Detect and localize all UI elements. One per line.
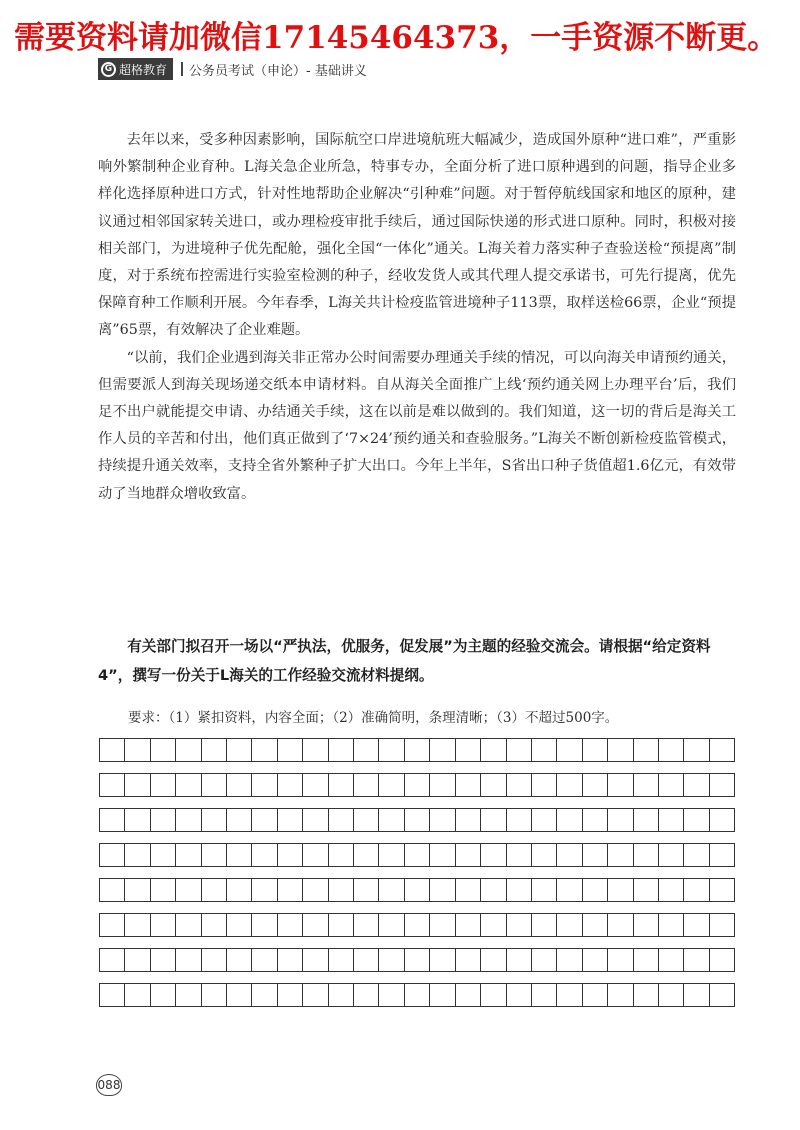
grid-cell[interactable] xyxy=(125,914,150,936)
grid-cell[interactable] xyxy=(379,949,404,971)
grid-cell[interactable] xyxy=(659,984,684,1006)
grid-cell[interactable] xyxy=(456,984,481,1006)
grid-cell[interactable] xyxy=(557,774,582,796)
grid-cell[interactable] xyxy=(227,914,252,936)
grid-row[interactable] xyxy=(99,843,735,867)
grid-cell[interactable] xyxy=(329,984,354,1006)
grid-cell[interactable] xyxy=(100,844,125,866)
logo-text: 超格教育 xyxy=(119,62,168,77)
task-question xyxy=(98,632,738,690)
grid-cell[interactable] xyxy=(481,739,506,761)
grid-cell[interactable] xyxy=(608,879,633,901)
grid-cell[interactable] xyxy=(481,774,506,796)
grid-row[interactable] xyxy=(99,983,735,1007)
grid-cell[interactable] xyxy=(176,844,201,866)
grid-cell[interactable] xyxy=(481,844,506,866)
grid-cell[interactable] xyxy=(202,739,227,761)
grid-cell[interactable] xyxy=(379,984,404,1006)
grid-cell[interactable] xyxy=(252,844,277,866)
grid-cell[interactable] xyxy=(202,844,227,866)
grid-cell[interactable] xyxy=(684,739,709,761)
grid-cell[interactable] xyxy=(710,914,734,936)
grid-cell[interactable] xyxy=(634,739,659,761)
grid-cell[interactable] xyxy=(354,914,379,936)
grid-cell[interactable] xyxy=(710,879,734,901)
grid-cell[interactable] xyxy=(252,984,277,1006)
grid-cell[interactable] xyxy=(634,984,659,1006)
grid-cell[interactable] xyxy=(659,949,684,971)
grid-cell[interactable] xyxy=(532,739,557,761)
grid-cell[interactable] xyxy=(202,949,227,971)
grid-cell[interactable] xyxy=(507,949,532,971)
grid-cell[interactable] xyxy=(227,949,252,971)
grid-cell[interactable] xyxy=(354,739,379,761)
grid-cell[interactable] xyxy=(532,809,557,831)
grid-cell[interactable] xyxy=(430,774,455,796)
grid-cell[interactable] xyxy=(329,949,354,971)
grid-cell[interactable] xyxy=(252,949,277,971)
material-paragraph-2: “以前，我们企业遇到海关非正常办公时间需要办理通关手续的情况，可以向海关申请预约通关，但需要派人到海关现场递交纸本申请材料。自从海关全面推广上线‘预约通关网上办理平台’后，我们足不出户就能提交申请、办结通关手续，这在以前是难以做到的。我们知道，这一切的背后是海关工作人员的辛苦和付出，他们真正做到了‘7×24’预约通关和查验服务。”L海关不断创新检疫监管模式，持续提升通关效率，支持全省外繁种子扩大出口。今年上半年，S省出口种子货值超1.6亿元，有效带动了当地群众增收致富。 xyxy=(98,349,736,502)
grid-cell[interactable] xyxy=(303,914,328,936)
grid-cell[interactable] xyxy=(278,809,303,831)
grid-cell[interactable] xyxy=(456,809,481,831)
grid-cell[interactable] xyxy=(507,914,532,936)
grid-cell[interactable] xyxy=(303,844,328,866)
grid-cell[interactable] xyxy=(125,809,150,831)
answer-grid[interactable] xyxy=(99,738,735,1018)
grid-row[interactable] xyxy=(99,913,735,937)
grid-cell[interactable] xyxy=(684,914,709,936)
grid-cell[interactable] xyxy=(634,914,659,936)
grid-cell[interactable] xyxy=(583,774,608,796)
grid-cell[interactable] xyxy=(405,949,430,971)
grid-cell[interactable] xyxy=(100,984,125,1006)
grid-cell[interactable] xyxy=(507,984,532,1006)
grid-cell[interactable] xyxy=(430,739,455,761)
grid-cell[interactable] xyxy=(634,879,659,901)
grid-cell[interactable] xyxy=(710,949,734,971)
page-header xyxy=(98,58,367,80)
grid-cell[interactable] xyxy=(710,984,734,1006)
grid-cell[interactable] xyxy=(405,739,430,761)
grid-cell[interactable] xyxy=(379,914,404,936)
grid-cell[interactable] xyxy=(176,914,201,936)
grid-cell[interactable] xyxy=(405,914,430,936)
grid-cell[interactable] xyxy=(278,879,303,901)
grid-cell[interactable] xyxy=(125,949,150,971)
material-text xyxy=(98,127,736,508)
grid-cell[interactable] xyxy=(481,879,506,901)
grid-cell[interactable] xyxy=(583,739,608,761)
grid-cell[interactable] xyxy=(507,774,532,796)
grid-cell[interactable] xyxy=(684,984,709,1006)
grid-cell[interactable] xyxy=(608,914,633,936)
grid-row[interactable] xyxy=(99,773,735,797)
grid-cell[interactable] xyxy=(379,879,404,901)
grid-cell[interactable] xyxy=(456,879,481,901)
grid-cell[interactable] xyxy=(354,844,379,866)
grid-cell[interactable] xyxy=(608,949,633,971)
grid-cell[interactable] xyxy=(303,774,328,796)
grid-cell[interactable] xyxy=(125,739,150,761)
grid-cell[interactable] xyxy=(659,844,684,866)
grid-cell[interactable] xyxy=(481,984,506,1006)
grid-cell[interactable] xyxy=(176,879,201,901)
grid-cell[interactable] xyxy=(354,774,379,796)
watermark-banner: 需要资料请加微信17145464373，一手资源不断更。 xyxy=(14,20,779,56)
grid-row[interactable] xyxy=(99,808,735,832)
grid-cell[interactable] xyxy=(354,949,379,971)
grid-cell[interactable] xyxy=(557,879,582,901)
grid-cell[interactable] xyxy=(100,809,125,831)
grid-cell[interactable] xyxy=(252,774,277,796)
grid-cell[interactable] xyxy=(176,809,201,831)
grid-cell[interactable] xyxy=(252,809,277,831)
grid-cell[interactable] xyxy=(151,914,176,936)
grid-cell[interactable] xyxy=(379,774,404,796)
grid-cell[interactable] xyxy=(278,739,303,761)
grid-cell[interactable] xyxy=(430,914,455,936)
grid-cell[interactable] xyxy=(608,984,633,1006)
grid-cell[interactable] xyxy=(583,984,608,1006)
grid-cell[interactable] xyxy=(507,809,532,831)
grid-cell[interactable] xyxy=(659,774,684,796)
grid-cell[interactable] xyxy=(252,739,277,761)
grid-cell[interactable] xyxy=(278,774,303,796)
grid-cell[interactable] xyxy=(303,809,328,831)
grid-cell[interactable] xyxy=(100,949,125,971)
header-divider xyxy=(181,62,183,76)
grid-cell[interactable] xyxy=(227,984,252,1006)
grid-cell[interactable] xyxy=(151,774,176,796)
grid-cell[interactable] xyxy=(303,879,328,901)
grid-cell[interactable] xyxy=(532,774,557,796)
grid-cell[interactable] xyxy=(684,949,709,971)
grid-cell[interactable] xyxy=(354,809,379,831)
grid-cell[interactable] xyxy=(125,844,150,866)
grid-cell[interactable] xyxy=(354,879,379,901)
brand-logo xyxy=(98,58,173,80)
grid-row[interactable] xyxy=(99,878,735,902)
grid-cell[interactable] xyxy=(202,774,227,796)
logo-icon: G xyxy=(101,62,116,77)
grid-cell[interactable] xyxy=(456,844,481,866)
grid-cell[interactable] xyxy=(278,949,303,971)
grid-cell[interactable] xyxy=(532,914,557,936)
grid-cell[interactable] xyxy=(405,879,430,901)
grid-cell[interactable] xyxy=(710,809,734,831)
grid-cell[interactable] xyxy=(278,914,303,936)
grid-cell[interactable] xyxy=(710,739,734,761)
grid-row[interactable] xyxy=(99,738,735,762)
grid-cell[interactable] xyxy=(227,739,252,761)
grid-cell[interactable] xyxy=(608,739,633,761)
grid-cell[interactable] xyxy=(634,774,659,796)
grid-cell[interactable] xyxy=(456,914,481,936)
grid-cell[interactable] xyxy=(151,844,176,866)
grid-cell[interactable] xyxy=(252,879,277,901)
grid-cell[interactable] xyxy=(100,879,125,901)
grid-cell[interactable] xyxy=(481,949,506,971)
grid-cell[interactable] xyxy=(151,809,176,831)
grid-row[interactable] xyxy=(99,948,735,972)
grid-cell[interactable] xyxy=(303,739,328,761)
grid-cell[interactable] xyxy=(303,984,328,1006)
page-number: 088 xyxy=(96,1074,122,1096)
grid-cell[interactable] xyxy=(430,984,455,1006)
grid-cell[interactable] xyxy=(557,949,582,971)
grid-cell[interactable] xyxy=(456,949,481,971)
grid-cell[interactable] xyxy=(176,984,201,1006)
task-question-text: 有关部门拟召开一场以“严执法，优服务，促发展”为主题的经验交流会。请根据“给定资料4”，撰写一份关于L海关的工作经验交流材料提纲。 xyxy=(98,638,711,684)
grid-cell[interactable] xyxy=(583,809,608,831)
grid-cell[interactable] xyxy=(405,809,430,831)
grid-cell[interactable] xyxy=(684,809,709,831)
grid-cell[interactable] xyxy=(583,949,608,971)
grid-cell[interactable] xyxy=(684,844,709,866)
grid-cell[interactable] xyxy=(583,914,608,936)
task-requirements: 要求：（1）紧扣资料，内容全面；（2）准确简明，条理清晰；（3）不超过500字。 xyxy=(128,710,619,726)
grid-cell[interactable] xyxy=(430,844,455,866)
grid-cell[interactable] xyxy=(125,774,150,796)
material-paragraph-1: 去年以来，受多种因素影响，国际航空口岸进境航班大幅减少，造成国外原种“进口难”，严重影响外繁制种企业育种。L海关急企业所急，特事专办，全面分析了进口原种遇到的问题，指导企业多样化选择原种进口方式，针对性地帮助企业解决“引种难”问题。对于暂停航线国家和地区的原种，建议通过相邻国家转关进口，或办理检疫审批手续后，通过国际快递的形式进口原种。同时，积极对接相关部门，为进境种子优先配舱，强化全国“一体化”通关。L海关着力落实种子查验送检“预提离”制度，对于系统布控需进行实验室检测的种子，经收发货人或其代理人提交承诺书，可先行提离，优先保障育种工作顺利开展。今年春季，L海关共计检疫监管进境种子113票，取样送检66票，企业“预提离”65票，有效解决了企业难题。 xyxy=(98,132,736,339)
grid-cell[interactable] xyxy=(532,879,557,901)
grid-cell[interactable] xyxy=(176,949,201,971)
grid-cell[interactable] xyxy=(379,739,404,761)
grid-cell[interactable] xyxy=(557,844,582,866)
grid-cell[interactable] xyxy=(456,739,481,761)
grid-cell[interactable] xyxy=(151,879,176,901)
grid-cell[interactable] xyxy=(684,879,709,901)
grid-cell[interactable] xyxy=(405,844,430,866)
grid-cell[interactable] xyxy=(379,844,404,866)
grid-cell[interactable] xyxy=(634,844,659,866)
grid-cell[interactable] xyxy=(303,949,328,971)
grid-cell[interactable] xyxy=(329,739,354,761)
grid-cell[interactable] xyxy=(329,914,354,936)
grid-cell[interactable] xyxy=(557,914,582,936)
grid-cell[interactable] xyxy=(710,774,734,796)
grid-cell[interactable] xyxy=(634,949,659,971)
grid-cell[interactable] xyxy=(405,984,430,1006)
header-title: 公务员考试（申论）- 基础讲义 xyxy=(189,63,367,79)
grid-cell[interactable] xyxy=(100,739,125,761)
grid-cell[interactable] xyxy=(481,809,506,831)
grid-cell[interactable] xyxy=(532,844,557,866)
grid-cell[interactable] xyxy=(456,774,481,796)
grid-cell[interactable] xyxy=(176,774,201,796)
grid-cell[interactable] xyxy=(507,844,532,866)
grid-cell[interactable] xyxy=(659,879,684,901)
grid-cell[interactable] xyxy=(557,984,582,1006)
grid-cell[interactable] xyxy=(684,774,709,796)
grid-cell[interactable] xyxy=(202,879,227,901)
grid-cell[interactable] xyxy=(659,809,684,831)
grid-cell[interactable] xyxy=(354,984,379,1006)
grid-cell[interactable] xyxy=(329,774,354,796)
grid-cell[interactable] xyxy=(557,739,582,761)
grid-cell[interactable] xyxy=(278,844,303,866)
grid-cell[interactable] xyxy=(227,809,252,831)
grid-cell[interactable] xyxy=(329,844,354,866)
grid-cell[interactable] xyxy=(507,879,532,901)
grid-cell[interactable] xyxy=(481,914,506,936)
grid-cell[interactable] xyxy=(151,949,176,971)
grid-cell[interactable] xyxy=(634,809,659,831)
grid-cell[interactable] xyxy=(176,739,201,761)
grid-cell[interactable] xyxy=(583,879,608,901)
grid-cell[interactable] xyxy=(125,879,150,901)
grid-cell[interactable] xyxy=(659,914,684,936)
grid-cell[interactable] xyxy=(532,949,557,971)
grid-cell[interactable] xyxy=(278,984,303,1006)
grid-cell[interactable] xyxy=(608,844,633,866)
grid-cell[interactable] xyxy=(710,844,734,866)
grid-cell[interactable] xyxy=(430,949,455,971)
grid-cell[interactable] xyxy=(329,809,354,831)
grid-cell[interactable] xyxy=(608,809,633,831)
grid-cell[interactable] xyxy=(227,774,252,796)
grid-cell[interactable] xyxy=(507,739,532,761)
grid-cell[interactable] xyxy=(557,809,582,831)
grid-cell[interactable] xyxy=(227,844,252,866)
grid-cell[interactable] xyxy=(329,879,354,901)
grid-cell[interactable] xyxy=(202,809,227,831)
grid-cell[interactable] xyxy=(100,914,125,936)
grid-cell[interactable] xyxy=(202,914,227,936)
grid-cell[interactable] xyxy=(430,809,455,831)
grid-cell[interactable] xyxy=(405,774,430,796)
grid-cell[interactable] xyxy=(151,739,176,761)
grid-cell[interactable] xyxy=(151,984,176,1006)
grid-cell[interactable] xyxy=(430,879,455,901)
grid-cell[interactable] xyxy=(227,879,252,901)
grid-cell[interactable] xyxy=(252,914,277,936)
grid-cell[interactable] xyxy=(379,809,404,831)
grid-cell[interactable] xyxy=(583,844,608,866)
grid-cell[interactable] xyxy=(202,984,227,1006)
grid-cell[interactable] xyxy=(125,984,150,1006)
grid-cell[interactable] xyxy=(659,739,684,761)
grid-cell[interactable] xyxy=(608,774,633,796)
grid-cell[interactable] xyxy=(532,984,557,1006)
grid-cell[interactable] xyxy=(100,774,125,796)
